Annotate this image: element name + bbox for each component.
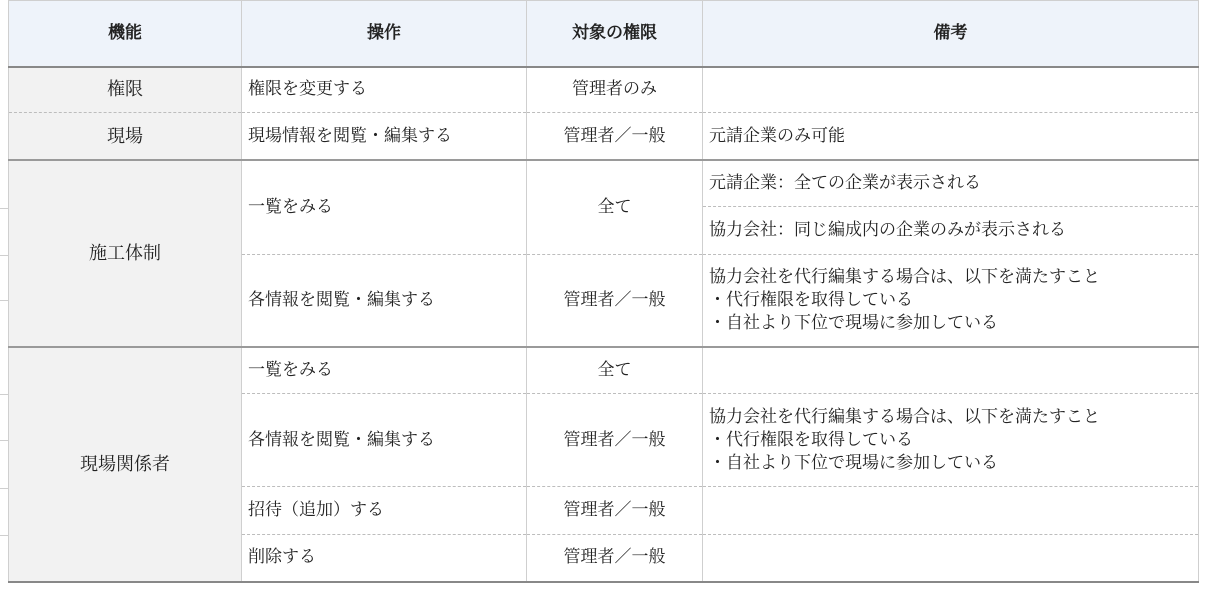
- table-row: [9, 113, 1199, 161]
- notes-line: 協力会社を代行編集する場合は、以下を満たすこと: [709, 406, 1100, 427]
- notes-cell: [703, 254, 1199, 347]
- notes-cell: 協力会社：同じ編成内の企業のみが表示される: [703, 207, 1199, 255]
- left-edge-tick: [0, 535, 8, 536]
- notes-cell: [703, 487, 1199, 535]
- operation-cell: 一覧をみる: [242, 160, 527, 254]
- left-edge-tick: [0, 394, 8, 395]
- target-cell: 管理者／一般: [527, 254, 703, 347]
- target-cell: 管理者／一般: [527, 534, 703, 582]
- notes-cell: [703, 394, 1199, 487]
- notes-line: ・自社より下位で現場に参加している: [709, 452, 998, 473]
- left-edge-tick: [0, 488, 8, 489]
- operation-cell: 各情報を閲覧・編集する: [242, 254, 527, 347]
- target-cell: 管理者／一般: [527, 487, 703, 535]
- operation-cell: 削除する: [242, 534, 527, 582]
- table-header-row: [9, 1, 1199, 67]
- target-cell: 管理者／一般: [527, 113, 703, 161]
- operation-cell: 各情報を閲覧・編集する: [242, 394, 527, 487]
- permissions-table: [8, 0, 1199, 583]
- left-edge-tick: [0, 255, 8, 256]
- header-feature: 機能: [9, 1, 242, 67]
- feature-cell: 現場関係者: [9, 347, 242, 582]
- left-edge-tick: [0, 440, 8, 441]
- target-cell: 管理者のみ: [527, 67, 703, 113]
- notes-line: ・代行権限を取得している: [709, 290, 913, 311]
- header-target-permission: 対象の権限: [527, 1, 703, 67]
- header-notes: 備考: [703, 1, 1199, 67]
- left-edge-tick: [0, 300, 8, 301]
- operation-cell: 招待（追加）する: [242, 487, 527, 535]
- target-cell: 管理者／一般: [527, 394, 703, 487]
- notes-line: ・自社より下位で現場に参加している: [709, 313, 998, 334]
- notes-line: 協力会社を代行編集する場合は、以下を満たすこと: [709, 267, 1100, 288]
- left-edge-tick: [0, 208, 8, 209]
- operation-cell: 権限を変更する: [242, 67, 527, 113]
- header-operation: 操作: [242, 1, 527, 67]
- notes-line: ・代行権限を取得している: [709, 429, 913, 450]
- table-row: [9, 347, 1199, 393]
- permissions-table-container: [8, 0, 1198, 583]
- feature-cell: 権限: [9, 67, 242, 113]
- target-cell: 全て: [527, 160, 703, 254]
- operation-cell: 一覧をみる: [242, 347, 527, 393]
- operation-cell: 現場情報を閲覧・編集する: [242, 113, 527, 161]
- notes-cell: [703, 534, 1199, 582]
- notes-cell: [703, 347, 1199, 393]
- table-row: [9, 160, 1199, 206]
- notes-cell: [703, 67, 1199, 113]
- target-cell: 全て: [527, 347, 703, 393]
- notes-cell: 元請企業：全ての企業が表示される: [703, 160, 1199, 206]
- feature-cell: 施工体制: [9, 160, 242, 347]
- table-row: [9, 67, 1199, 113]
- notes-cell: 元請企業のみ可能: [703, 113, 1199, 161]
- feature-cell: 現場: [9, 113, 242, 161]
